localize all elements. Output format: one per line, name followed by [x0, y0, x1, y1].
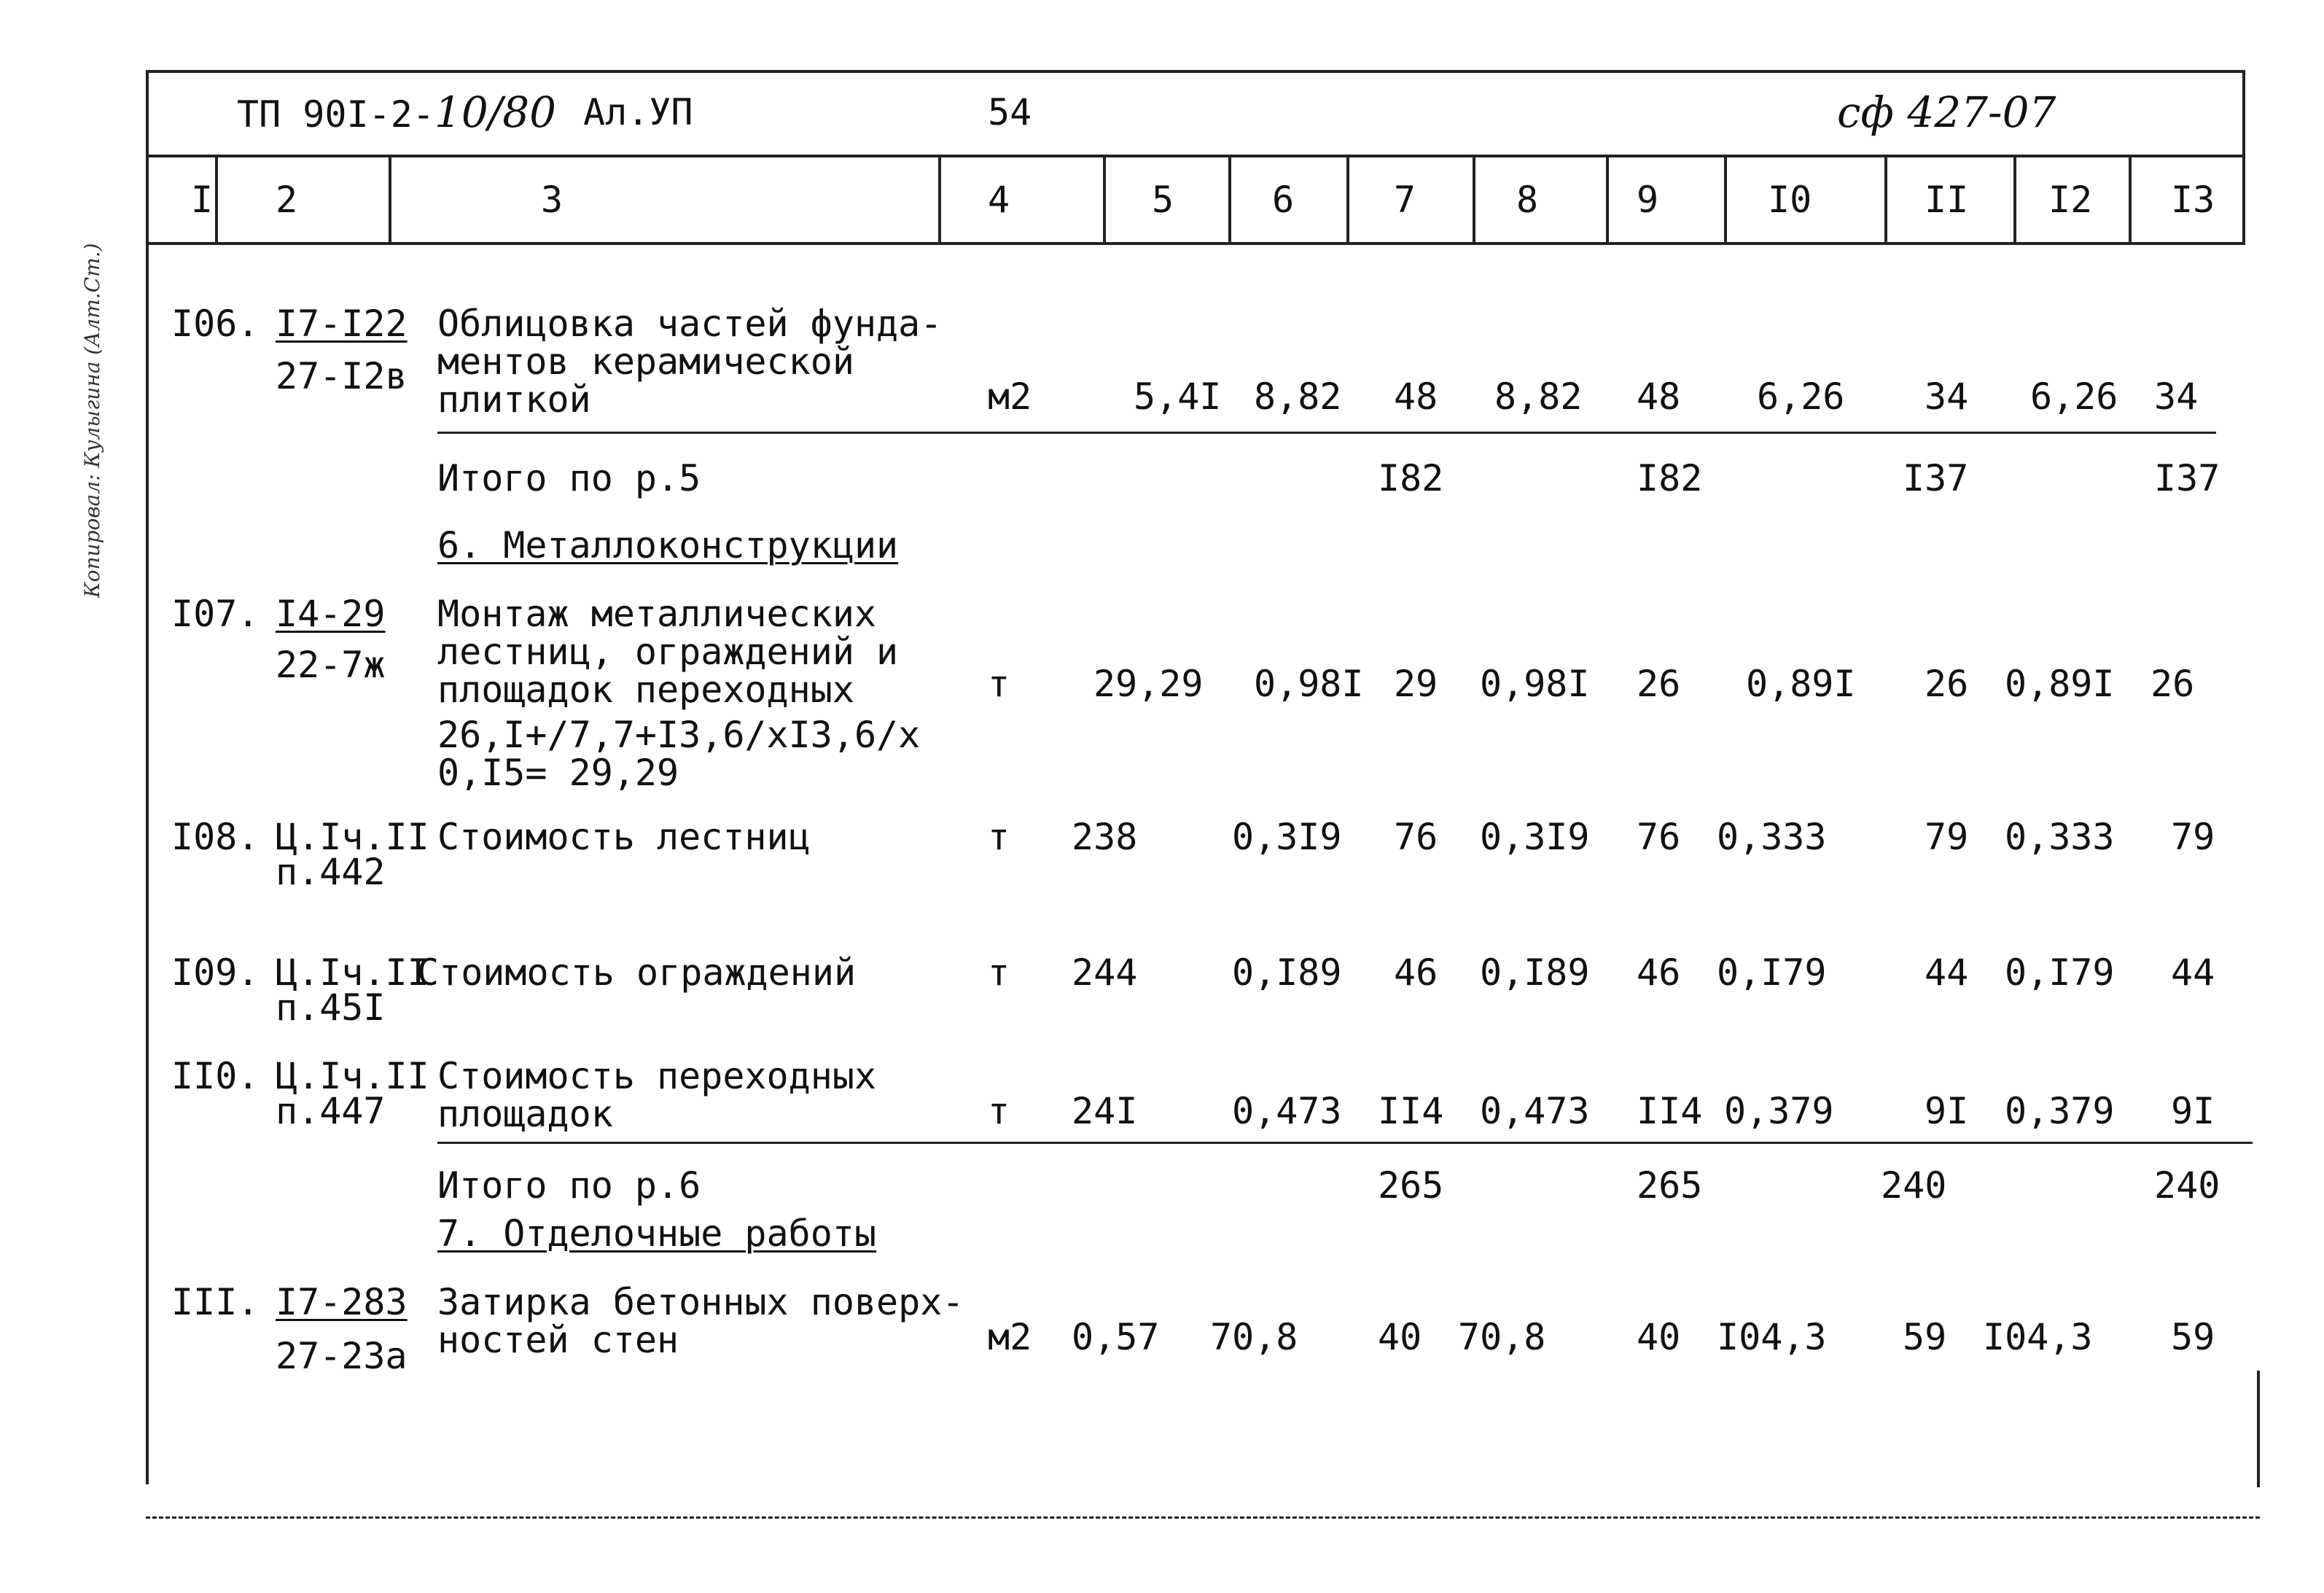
row-number: I06. [171, 303, 260, 345]
col-header-4: 4 [988, 179, 1010, 221]
norm-code-2: п.447 [276, 1090, 386, 1132]
col-7-value: 40 [1378, 1316, 1422, 1358]
col-10-value: 0,379 [1724, 1090, 1834, 1132]
frame-right-line [2242, 70, 2245, 245]
subtotal-col-7: I82 [1378, 457, 1444, 499]
col-sep-10 [1884, 155, 1887, 244]
col-header-9: 9 [1637, 179, 1659, 221]
col-sep-2 [389, 155, 391, 244]
norm-code-2: 22-7ж [276, 644, 386, 686]
col-10-value: I04,3 [1717, 1316, 1827, 1358]
col-6-value: 0,98I [1254, 663, 1364, 705]
norm-code-2: п.442 [276, 851, 386, 893]
col-sep-7 [1473, 155, 1475, 244]
row-number: I09. [171, 951, 260, 994]
norm-code: Ц.Iч.II [276, 816, 429, 858]
norm-code: I7-I22 [276, 303, 408, 345]
col-11-value: 26 [1925, 663, 1969, 705]
col-header-10: I0 [1768, 179, 1812, 221]
norm-code: I7-283 [276, 1281, 408, 1323]
subtotal-col-9: I82 [1637, 457, 1703, 499]
col-11-value: 34 [1925, 375, 1969, 418]
unit: т [988, 816, 1010, 858]
col-11-value: 59 [1903, 1316, 1947, 1358]
col-7-value: II4 [1378, 1090, 1444, 1132]
row-number: I07. [171, 593, 260, 635]
col-6-value: 70,8 [1210, 1316, 1298, 1358]
col-6-value: 8,82 [1254, 375, 1342, 418]
frame-top-line [146, 70, 2245, 73]
subtotal-label: Итого по р.6 [437, 1164, 701, 1207]
col-11-value: 79 [1925, 816, 1969, 858]
work-description: Монтаж металлических лестниц, ограждений и площадок переходных [437, 593, 899, 711]
work-description: Затирка бетонных поверх- ностей стен [437, 1281, 964, 1361]
col-5-value: 238 [1072, 816, 1138, 858]
calculation-formula: 26,I+/7,7+I3,6/xI3,6/x 0,I5= 29,29 [437, 714, 921, 794]
col-10-value: 0,I79 [1717, 951, 1827, 994]
norm-code-2: 27-23а [276, 1335, 408, 1377]
col-header-13: I3 [2171, 179, 2215, 221]
col-sep-1 [215, 155, 218, 244]
col-5-value: 244 [1072, 951, 1138, 994]
col-13-value: 79 [2171, 816, 2215, 858]
col-12-value: 0,379 [2005, 1090, 2115, 1132]
col-9-value: 48 [1637, 375, 1681, 418]
col-sep-12 [2129, 155, 2132, 244]
col-11-value: 44 [1925, 951, 1969, 994]
col-12-value: 0,333 [2005, 816, 2115, 858]
col-sep-9 [1724, 155, 1727, 244]
col-8-value: 8,82 [1494, 375, 1583, 418]
col-8-value: 0,98I [1480, 663, 1590, 705]
column-header-bottom-line [146, 242, 2245, 245]
col-sep-3 [938, 155, 941, 244]
col-7-value: 48 [1394, 375, 1438, 418]
frame-left-line [146, 70, 149, 1484]
col-13-value: 59 [2171, 1316, 2215, 1358]
unit: т [988, 951, 1010, 994]
subtotal-col-13: I37 [2154, 457, 2220, 499]
col-13-value: 9I [2171, 1090, 2215, 1132]
row-number: II0. [171, 1055, 260, 1097]
col-5-value: 5,4I [1134, 375, 1222, 418]
album-label: Ал.УП [583, 91, 693, 133]
doc-code: ТП 90I-2-10/80 [237, 87, 557, 137]
col-7-value: 76 [1394, 816, 1438, 858]
col-9-value: 76 [1637, 816, 1681, 858]
col-header-8: 8 [1516, 179, 1539, 221]
col-9-value: 46 [1637, 951, 1681, 994]
margin-note: Копировал: Кулыгина (Алт.Ст.) [80, 243, 104, 598]
row-number: III. [171, 1281, 260, 1323]
col-9-value: 40 [1637, 1316, 1681, 1358]
section-title: 7. Отделочные работы [437, 1212, 877, 1255]
col-header-12: I2 [2048, 179, 2093, 221]
col-7-value: 29 [1394, 663, 1438, 705]
work-description: Облицовка частей фунда- ментов керамической плиткой [437, 303, 943, 421]
col-sep-5 [1228, 155, 1231, 244]
col-5-value: 24I [1072, 1090, 1138, 1132]
col-sep-6 [1346, 155, 1349, 244]
col-8-value: 0,3I9 [1480, 816, 1590, 858]
col-9-value: 26 [1637, 663, 1681, 705]
norm-code-2: 27-I2в [276, 355, 408, 397]
col-6-value: 0,473 [1232, 1090, 1342, 1132]
page-number: 54 [988, 91, 1032, 133]
unit: т [988, 663, 1010, 705]
col-8-value: 0,473 [1480, 1090, 1590, 1132]
subtotal-col-11: 240 [1881, 1164, 1947, 1207]
header-line [146, 155, 2245, 157]
subtotal-label: Итого по р.5 [437, 457, 701, 499]
col-sep-4 [1103, 155, 1106, 244]
subtotal-col-11: I37 [1903, 457, 1969, 499]
col-13-value: 34 [2154, 375, 2199, 418]
subtotal-col-7: 265 [1378, 1164, 1444, 1207]
subtotal-col-13: 240 [2154, 1164, 2220, 1207]
norm-code: Ц.Iч.II [276, 951, 429, 994]
col-13-value: 26 [2151, 663, 2195, 705]
work-description: Стоимость переходных площадок [437, 1055, 877, 1135]
row-number: I08. [171, 816, 260, 858]
norm-code-2: п.45I [276, 986, 386, 1029]
col-6-value: 0,3I9 [1232, 816, 1342, 858]
col-9-value: II4 [1637, 1090, 1703, 1132]
col-header-5: 5 [1152, 179, 1174, 221]
col-header-11: II [1925, 179, 1969, 221]
unit: м2 [988, 375, 1032, 418]
subtotal-col-9: 265 [1637, 1164, 1703, 1207]
col-12-value: 6,26 [2030, 375, 2118, 418]
section-title: 6. Металлоконструкции [437, 524, 899, 566]
subtotal-line-6 [437, 1142, 2253, 1144]
col-header-1: I [191, 179, 214, 221]
norm-code: Ц.Iч.II [276, 1055, 429, 1097]
work-description: Стоимость лестниц [437, 816, 811, 858]
col-10-value: 6,26 [1757, 375, 1845, 418]
col-header-6: 6 [1272, 179, 1295, 221]
col-6-value: 0,I89 [1232, 951, 1342, 994]
col-8-value: 0,I89 [1480, 951, 1590, 994]
col-8-value: 70,8 [1458, 1316, 1546, 1358]
subtotal-line-5 [437, 432, 2216, 434]
col-sep-11 [2013, 155, 2016, 244]
work-description: Стоимость ограждений [417, 951, 857, 994]
col-header-7: 7 [1394, 179, 1416, 221]
col-11-value: 9I [1925, 1090, 1969, 1132]
col-5-value: 0,57 [1072, 1316, 1160, 1358]
unit: м2 [988, 1316, 1032, 1358]
frame-bottom-line [146, 1516, 2260, 1519]
col-7-value: 46 [1394, 951, 1438, 994]
col-12-value: 0,I79 [2005, 951, 2115, 994]
col-12-value: 0,89I [2005, 663, 2115, 705]
col-header-3: 3 [541, 179, 564, 221]
col-5-value: 29,29 [1093, 663, 1204, 705]
sheet-code: сф 427-07 [1837, 87, 2056, 137]
frame-right-line-low [2257, 1371, 2260, 1487]
unit: т [988, 1090, 1010, 1132]
col-13-value: 44 [2171, 951, 2215, 994]
norm-code: I4-29 [276, 593, 386, 635]
col-sep-8 [1606, 155, 1609, 244]
col-10-value: 0,89I [1746, 663, 1856, 705]
col-header-2: 2 [276, 179, 298, 221]
col-10-value: 0,333 [1717, 816, 1827, 858]
col-12-value: I04,3 [1983, 1316, 2093, 1358]
